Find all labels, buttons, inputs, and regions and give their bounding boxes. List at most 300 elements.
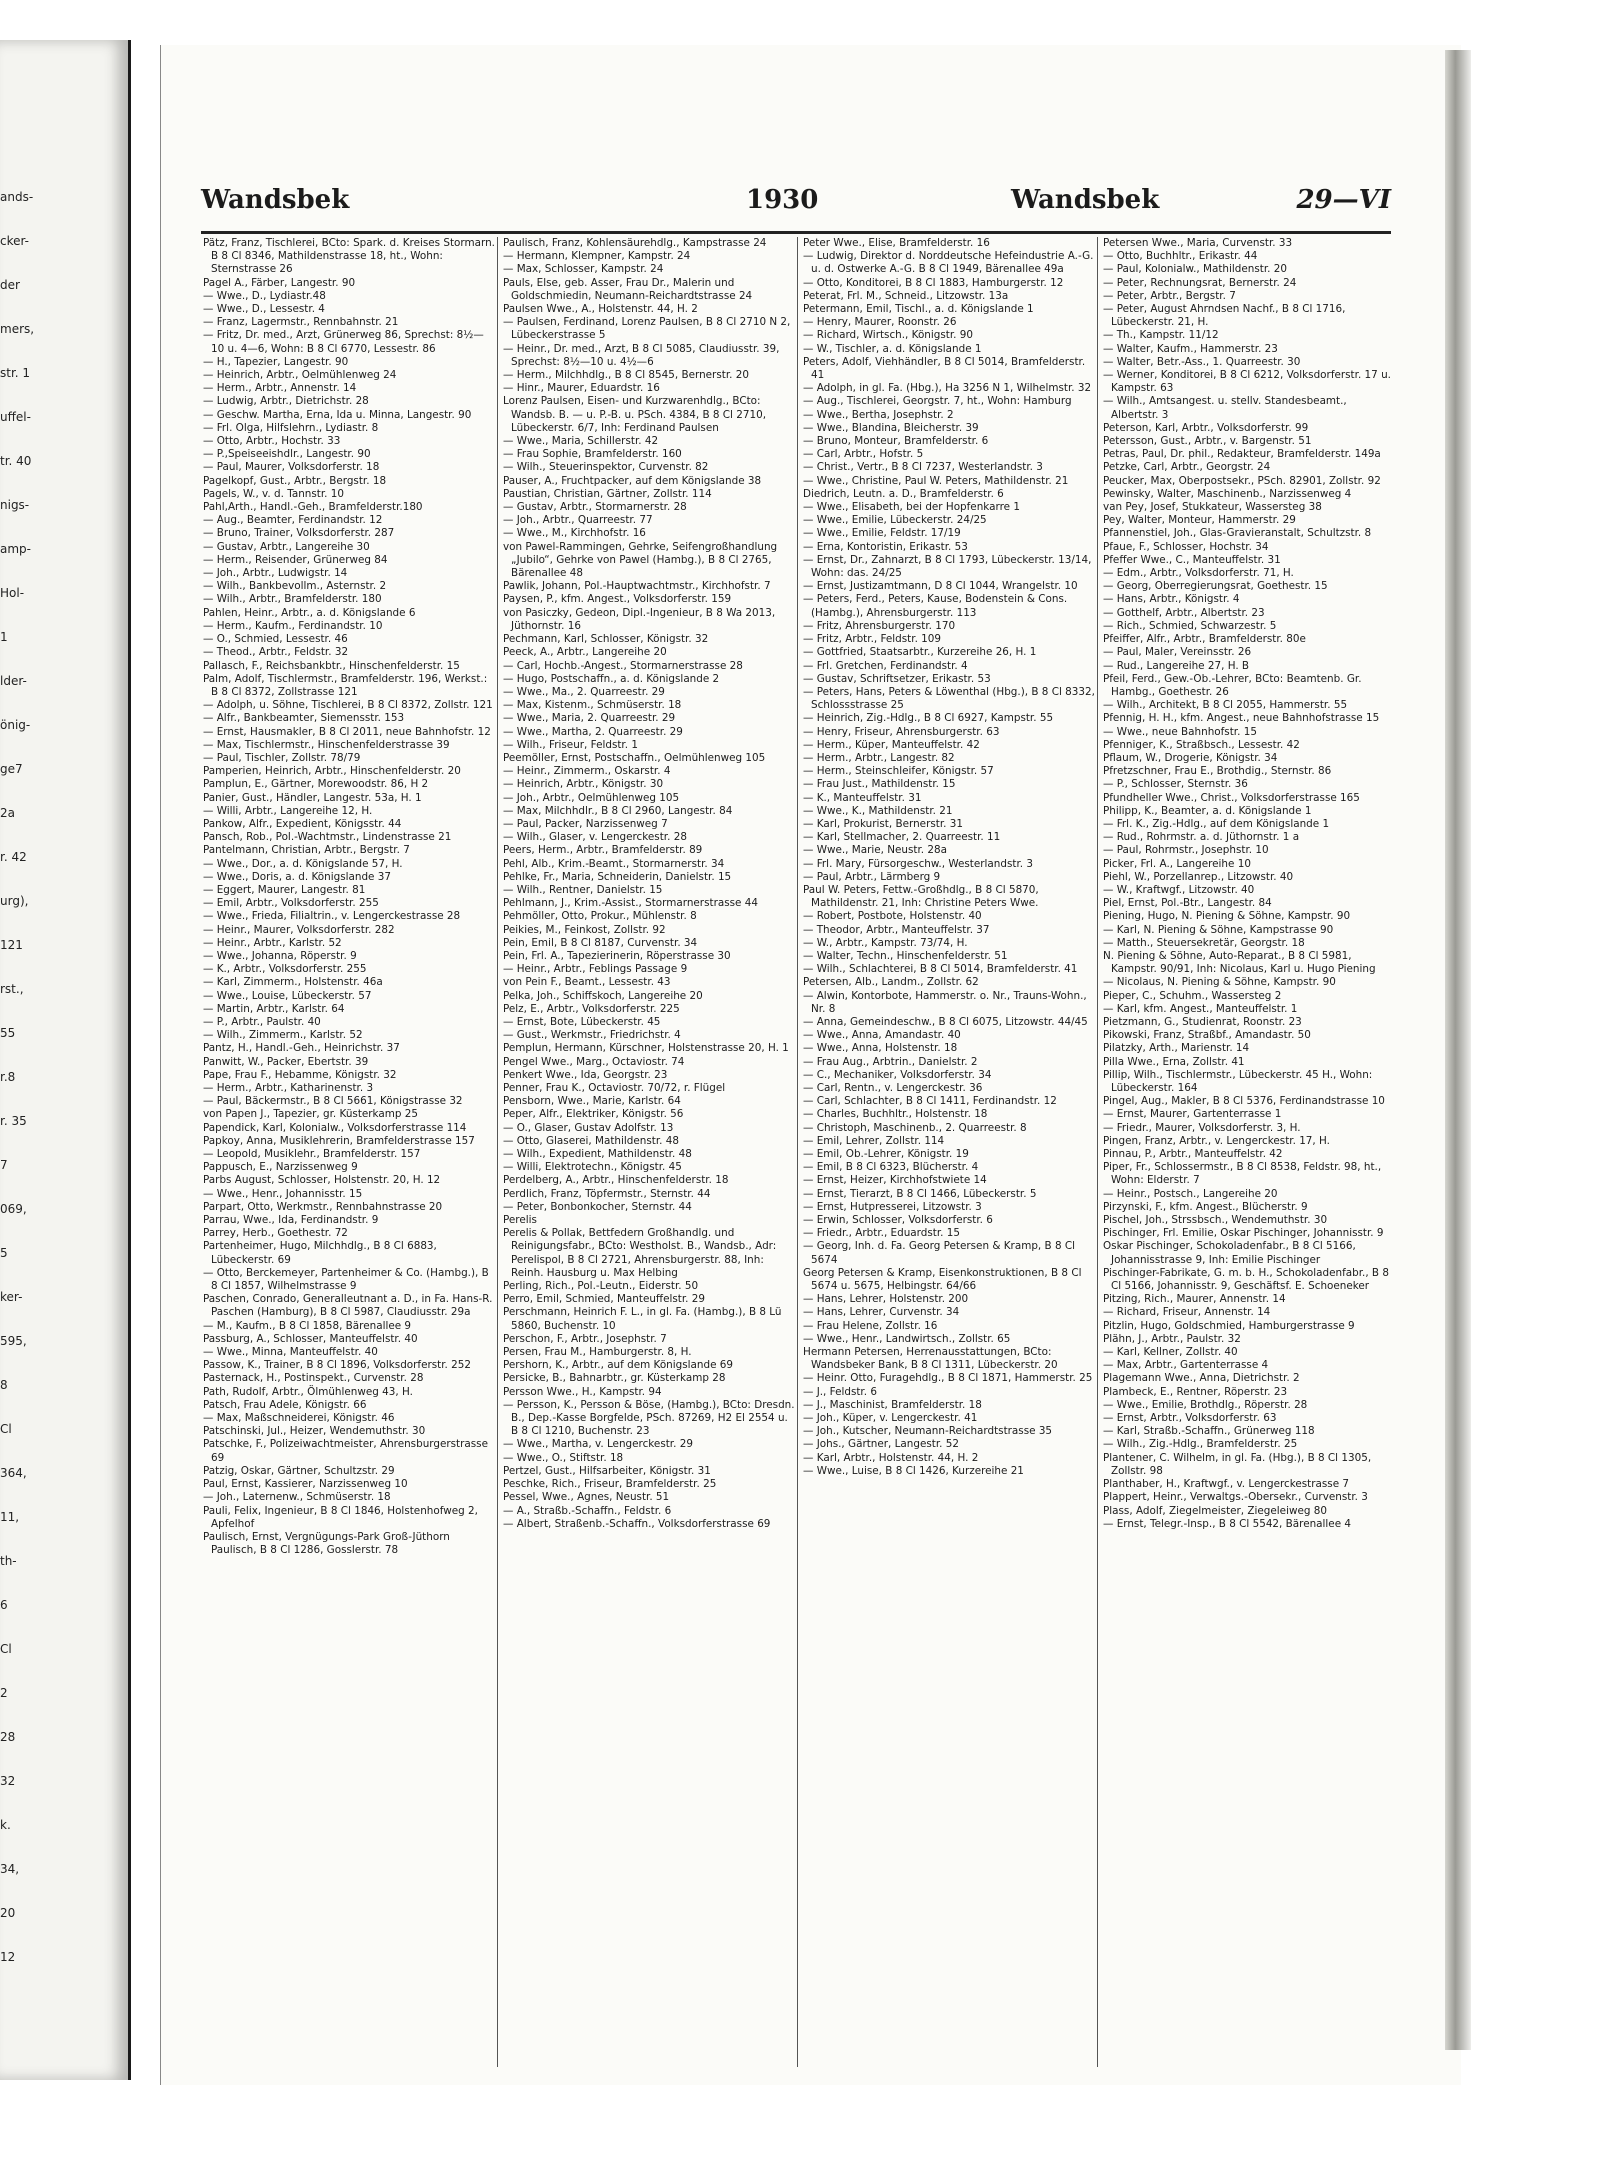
directory-entry: — Paul, Rohrmstr., Josephstr. 10 (1103, 844, 1269, 857)
directory-entry: — Ernst, Arbtr., Volksdorferstr. 63 (1103, 1412, 1277, 1425)
directory-entry: — Wilh., Steuerinspektor, Curvenstr. 82 (503, 461, 709, 474)
directory-entry: — Wwe., Henr., Landwirtsch., Zollstr. 65 (803, 1332, 1011, 1345)
directory-entry: Pitzing, Rich., Maurer, Annenstr. 14 (1103, 1293, 1286, 1306)
directory-entry: Petersen Wwe., Maria, Curvenstr. 33 (1103, 237, 1293, 249)
gutter-text-fragment: 364, (0, 1466, 27, 1480)
directory-entry: — Heinr., Zimmerm., Oskarstr. 4 (503, 765, 671, 778)
directory-entry: — Theod., Arbtr., Feldstr. 32 (203, 646, 349, 659)
directory-entry: Planthaber, H., Kraftwgf., v. Lengerckestrasse 7 (1103, 1478, 1350, 1491)
directory-entry: — Frau Helene, Zollstr. 16 (803, 1319, 938, 1332)
directory-entry: — Otto, Arbtr., Hochstr. 33 (203, 435, 341, 448)
directory-entry: Pelz, E., Arbtr., Volksdorferstr. 225 (503, 1002, 680, 1015)
directory-entry: — Henry, Friseur, Ahrensburgerstr. 63 (803, 725, 1000, 738)
directory-column-4 (1103, 237, 1395, 2067)
directory-entry: — Persson, K., Persson & Böse, (Hambg.), BCto: Dresdn. B., Dep.-Kasse Borgfelde, PSch. 87269, H2 El 2554 u. B 8 Cl 1210, Buchenstr. 23 (503, 1398, 795, 1438)
left-page-gutter (0, 40, 131, 2080)
directory-entry: Perelis & Pollak, Bettfedern Großhandlg. und Reinigungsfabr., BCto: Westholst. B., Wandsb., Adr: Perelispol, B 8 Cl 2721, Ahrensburgerstr. 88, Inh: Reinh. Hausburg u. Max Helbing (503, 1227, 777, 1279)
directory-entry: Georg Petersen & Kramp, Eisenkonstruktionen, B 8 Cl 5674 u. 5675, Helbingstr. 64/66 (803, 1266, 1082, 1293)
directory-entry: — Ernst, Bote, Lübeckerstr. 45 (503, 1015, 661, 1028)
directory-entry: Peucker, Max, Oberpostsekr., PSch. 82901, Zollstr. 92 (1103, 474, 1381, 487)
directory-entry: Philipp, K., Beamter, a. d. Königslande 1 (1103, 804, 1312, 817)
directory-entry: — Wwe., M., Kirchhofstr. 16 (503, 527, 646, 540)
directory-entry: — Herm., Küper, Manteuffelstr. 42 (803, 738, 980, 751)
directory-entry: Pikowski, Franz, Straßbf., Amandastr. 50 (1103, 1029, 1311, 1042)
directory-entry: — Frl. K., Zig.-Hdlg., auf dem Königslande 1 (1103, 817, 1330, 830)
directory-entry: — Joh., Arbtr., Oelmühlenweg 105 (503, 791, 680, 804)
directory-entry: — Wwe., K., Mathildenstr. 21 (803, 804, 953, 817)
column-divider (797, 237, 798, 2067)
directory-entry: — Wilh., Friseur, Feldstr. 1 (503, 738, 638, 751)
directory-entry: Pischinger, Frl. Emilie, Oskar Pischinger, Johannisstr. 9 (1103, 1227, 1384, 1240)
directory-entry: — Friedr., Maurer, Volksdorferstr. 3, H. (1103, 1121, 1301, 1134)
directory-entry: Pfeil, Ferd., Gew.-Ob.-Lehrer, BCto: Beamtenb. Gr. Hambg., Goethestr. 26 (1103, 672, 1362, 698)
directory-entry: Pfeiffer, Alfr., Arbtr., Bramfelderstr. 80e (1103, 633, 1306, 646)
directory-entry: — Paul, Bäckermstr., B 8 Cl 5661, Königstrasse 32 (203, 1095, 463, 1108)
directory-entry: — Max, Maßschneiderei, Königstr. 46 (203, 1412, 395, 1425)
directory-entry: — Wwe., D., Lydiastr.48 (203, 289, 326, 302)
directory-entry: — Wilh., Amtsangest. u. stellv. Standesbeamt., Albertstr. 3 (1103, 395, 1347, 421)
directory-entry: Parpart, Otto, Werkmstr., Rennbahnstrasse 20 (203, 1200, 443, 1213)
directory-entry: Papkoy, Anna, Musiklehrerin, Bramfelderstrasse 157 (203, 1134, 475, 1147)
directory-entry: Pey, Walter, Monteur, Hammerstr. 29 (1103, 514, 1296, 527)
directory-entry: Paul W. Peters, Fettw.-Großhdlg., B 8 Cl 5870, Mathildenstr. 21, Inh: Christine Peters Wwe. (803, 883, 1039, 910)
directory-entry: — Gustav, Arbtr., Stormarnerstr. 28 (503, 501, 687, 514)
directory-entry: Pieper, C., Schuhm., Wassersteg 2 (1103, 989, 1282, 1002)
directory-entry: — Martin, Arbtr., Karlstr. 64 (203, 1002, 345, 1015)
directory-entry: — Joh., Arbtr., Ludwigstr. 14 (203, 567, 348, 580)
directory-entry: — W., Tischler, a. d. Königslande 1 (803, 342, 982, 355)
directory-entry: — Heinr., Arbtr., Karlstr. 52 (203, 936, 342, 949)
directory-entry: Pfeffer Wwe., C., Manteuffelstr. 31 (1103, 553, 1281, 566)
directory-entry: — Willi, Elektrotechn., Königstr. 45 (503, 1161, 682, 1174)
directory-entry: — Wwe., Anna, Amandastr. 40 (803, 1029, 961, 1042)
directory-entry: Pagels, W., v. d. Tannstr. 10 (203, 487, 344, 500)
directory-entry: — H., Tapezier, Langestr. 90 (203, 355, 349, 368)
directory-entry: — Adolph, in gl. Fa. (Hbg.), Ha 3256 N 1, Wilhelmstr. 32 (803, 382, 1092, 395)
directory-entry: — Werner, Konditorei, B 8 Cl 6212, Volksdorferstr. 17 u. Kampstr. 63 (1103, 369, 1391, 395)
directory-entry: Parrey, Herb., Goethestr. 72 (203, 1227, 348, 1240)
directory-entry: — Carl, Schlachter, B 8 Cl 1411, Ferdinandstr. 12 (803, 1095, 1057, 1108)
directory-entry: Pechmann, Karl, Schlosser, Königstr. 32 (503, 633, 709, 646)
directory-entry: — Wilh., Architekt, B 8 Cl 2055, Hammerstr. 55 (1103, 699, 1348, 712)
header-page-number: 29—VI (1296, 185, 1391, 215)
directory-entry: — Frl. Gretchen, Ferdinandstr. 4 (803, 659, 968, 672)
directory-entry: — C., Mechaniker, Volksdorferstr. 34 (803, 1068, 992, 1081)
directory-entry: — Joh., Kutscher, Neumann-Reichardtstrasse 35 (803, 1425, 1053, 1438)
gutter-text-fragment: mers, (0, 322, 35, 336)
directory-entry: — Heinr., Postsch., Langereihe 20 (1103, 1187, 1278, 1200)
gutter-text-fragment: 595, (0, 1334, 27, 1348)
directory-entry: — O., Schmied, Lessestr. 46 (203, 633, 348, 646)
directory-entry: Pahl,Arth., Handl.-Geh., Bramfelderstr.180 (203, 501, 423, 514)
gutter-text-fragment: ker- (0, 1290, 23, 1304)
gutter-text-fragment: 34, (0, 1862, 20, 1876)
directory-entry: — Wilh., Bankbevollm., Asternstr. 2 (203, 580, 387, 593)
directory-entry: — Wwe., Blandina, Bleicherstr. 39 (803, 421, 979, 434)
directory-entry: — Ernst, Hutpresserei, Litzowstr. 3 (803, 1200, 982, 1213)
directory-entry: — Wwe., Maria, 2. Quarreestr. 29 (503, 712, 676, 725)
directory-entry: — Richard, Friseur, Annenstr. 14 (1103, 1306, 1271, 1319)
gutter-text-fragment: 7 (0, 1158, 8, 1172)
directory-entry: von Pein F., Beamt., Lessestr. 43 (503, 976, 671, 989)
directory-entry: — Paul, Tischler, Zollstr. 78/79 (203, 751, 361, 764)
directory-entry: — Eggert, Maurer, Langestr. 81 (203, 883, 366, 896)
gutter-text-fragment: Cl (0, 1642, 12, 1656)
directory-entry: — Wwe., D., Lessestr. 4 (203, 303, 325, 316)
gutter-text-fragment: önig- (0, 718, 31, 732)
directory-entry: Pankow, Alfr., Expedient, Königsstr. 44 (203, 817, 402, 830)
directory-entry: Peeck, A., Arbtr., Langereihe 20 (503, 646, 667, 659)
directory-entry: Patsch, Frau Adele, Königstr. 66 (203, 1398, 367, 1411)
directory-entry: — Wilh., Rentner, Danielstr. 15 (503, 883, 663, 896)
directory-entry: — Ludwig, Arbtr., Dietrichstr. 28 (203, 395, 369, 408)
directory-entry: Peter Wwe., Elise, Bramfelderstr. 16 (803, 237, 990, 249)
directory-entry: Pershorn, K., Arbtr., auf dem Königslande 69 (503, 1359, 734, 1372)
directory-entry: Penner, Frau K., Octaviostr. 70/72, r. Flügel (503, 1082, 726, 1094)
directory-entry: — Bruno, Trainer, Volksdorferstr. 287 (203, 527, 395, 540)
gutter-text-fragment: 5 (0, 1246, 8, 1260)
directory-entry: Passow, K., Trainer, B 8 Cl 1896, Volksdorferstr. 252 (203, 1359, 471, 1372)
directory-entry: Plähn, J., Arbtr., Paulstr. 32 (1103, 1332, 1241, 1345)
directory-entry: — Ernst, Heizer, Kirchhofstwiete 14 (803, 1174, 987, 1187)
directory-entry: Pappusch, E., Narzissenweg 9 (203, 1161, 358, 1174)
directory-entry: Pansch, Rob., Pol.-Wachtmstr., Lindenstrasse 21 (203, 831, 452, 844)
column-divider (497, 237, 498, 2067)
gutter-text-fragment: amp- (0, 542, 31, 556)
directory-entry: — Henry, Maurer, Roonstr. 26 (803, 316, 957, 329)
directory-entry: Pasternack, H., Postinspekt., Curvenstr. 28 (203, 1372, 424, 1385)
directory-entry: — Karl, Kellner, Zollstr. 40 (1103, 1346, 1238, 1359)
directory-entry: Pirzynski, F., kfm. Angest., Blücherstr. 9 (1103, 1200, 1308, 1213)
directory-entry: Pauls, Else, geb. Asser, Frau Dr., Malerin und Goldschmiedin, Neumann-Reichardtstrasse 24 (503, 276, 753, 302)
directory-entry: — Gotthelf, Arbtr., Albertstr. 23 (1103, 606, 1265, 619)
directory-entry: — Herm., Steinschleifer, Königstr. 57 (803, 765, 994, 778)
directory-entry: — Ernst, Maurer, Gartenterrasse 1 (1103, 1108, 1282, 1121)
directory-entry: Pamplun, E., Gärtner, Morewoodstr. 86, H 2 (203, 778, 429, 791)
directory-entry: — Karl, Straßb.-Schaffn., Grünerweg 118 (1103, 1425, 1315, 1438)
directory-entry: — Franz, Lagermstr., Rennbahnstr. 21 (203, 316, 399, 329)
directory-entry: Panier, Gust., Händler, Langestr. 53a, H. 1 (203, 791, 422, 804)
directory-entry: Pehlke, Fr., Maria, Schneiderin, Danielstr. 15 (503, 870, 732, 883)
directory-entry: — Geschw. Martha, Erna, Ida u. Minna, Langestr. 90 (203, 408, 472, 421)
gutter-text-fragment: der (0, 278, 20, 292)
gutter-text-fragment: Hol- (0, 586, 25, 600)
directory-entry: Pitzlin, Hugo, Goldschmied, Hamburgerstrasse 9 (1103, 1319, 1355, 1332)
directory-entry: Peers, Herm., Arbtr., Bramfelderstr. 89 (503, 844, 703, 857)
directory-entry: — Karl, Arbtr., Holstenstr. 44, H. 2 (803, 1451, 979, 1464)
directory-entry: — Heinr., Arbtr., Feblings Passage 9 (503, 963, 688, 976)
directory-entry: — Joh., Arbtr., Quarreestr. 77 (503, 514, 653, 527)
directory-entry: Plappert, Heinr., Verwaltgs.-Obersekr., Curvenstr. 3 (1103, 1491, 1368, 1504)
header-rule (201, 231, 1391, 234)
directory-column-3 (803, 237, 1095, 2067)
directory-entry: Perschon, F., Arbtr., Josephstr. 7 (503, 1332, 667, 1345)
directory-entry: Paulsen Wwe., A., Holstenstr. 44, H. 2 (503, 303, 698, 316)
directory-entry: van Pey, Josef, Stukkateur, Wassersteg 38 (1103, 501, 1322, 514)
directory-entry: Patschke, F., Polizeiwachtmeister, Ahrensburgerstrasse 69 (203, 1438, 488, 1464)
directory-entry: Peterat, Frl. M., Schneid., Litzowstr. 13a (803, 289, 1009, 302)
directory-entry: Piel, Ernst, Pol.-Btr., Langestr. 84 (1103, 897, 1272, 910)
directory-entry: — Peters, Ferd., Peters, Kause, Bodenstein & Cons. (Hambg.), Ahrensburgerstr. 113 (803, 593, 1068, 619)
directory-entry: — O., Glaser, Gustav Adolfstr. 13 (503, 1121, 674, 1134)
directory-entry: Paschen, Conrado, Generalleutnant a. D., in Fa. Hans-R. Paschen (Hamburg), B 8 Cl 5987, Claudiusstr. 29a (203, 1293, 493, 1319)
directory-entry: — Nicolaus, N. Piening & Söhne, Kampstr. 90 (1103, 976, 1336, 989)
directory-entry: — Wwe., Martha, v. Lengerckestr. 29 (503, 1438, 693, 1451)
directory-entry: — Ernst, Tierarzt, B 8 Cl 1466, Lübeckerstr. 5 (803, 1187, 1037, 1200)
directory-entry: — Wilh., Zimmerm., Karlstr. 52 (203, 1029, 363, 1042)
directory-entry: Perdelberg, A., Arbtr., Hinschenfelderstr. 18 (503, 1174, 729, 1187)
directory-entry: — Otto, Berckemeyer, Partenheimer & Co. (Hambg.), B 8 Cl 1857, Wilhelmstrasse 9 (203, 1266, 489, 1293)
directory-entry: Peters, Adolf, Viehhändler, B 8 Cl 5014, Bramfelderstr. 41 (803, 355, 1086, 382)
directory-entry: — Karl, N. Piening & Söhne, Kampstrasse 90 (1103, 923, 1334, 936)
directory-entry: — Heinr., Dr. med., Arzt, B 8 Cl 5085, Claudiusstr. 39, Sprechst: 8½—10 u. 4½—6 (503, 342, 780, 368)
directory-entry: — Fritz, Dr. med., Arzt, Grünerweg 86, Sprechst: 8½—10 u. 4—6, Wohn: B 8 Cl 6770, Lessestr. 86 (203, 329, 484, 355)
directory-entry: — Paulsen, Ferdinand, Lorenz Paulsen, B 8 Cl 2710 N 2, Lübeckerstrasse 5 (503, 316, 791, 342)
page-edge (1445, 50, 1471, 2050)
directory-entry: — Ernst, Justizamtmann, D 8 Cl 1044, Wrangelstr. 10 (803, 580, 1078, 593)
directory-entry: Paulisch, Ernst, Vergnügungs-Park Groß-Jüthorn Paulisch, B 8 Cl 1286, Gosslerstr. 78 (203, 1530, 450, 1557)
directory-column-1 (203, 237, 495, 2067)
directory-entry: — Christ., Vertr., B 8 Cl 7237, Westerlandstr. 3 (803, 461, 1043, 474)
directory-entry: — Paul, Packer, Narzissenweg 7 (503, 817, 668, 830)
directory-entry: Paustian, Christian, Gärtner, Zollstr. 114 (503, 487, 712, 500)
gutter-text-fragment: str. 1 (0, 366, 31, 380)
directory-entry: — Frl. Olga, Hilfslehrn., Lydiastr. 8 (203, 421, 379, 434)
directory-entry: — Hinr., Maurer, Eduardstr. 16 (503, 382, 660, 395)
directory-entry: Lorenz Paulsen, Eisen- und Kurzwarenhdlg., BCto: Wandsb. B. — u. P.-B. u. PSch. 4384, B 8 Cl 2710, Lübeckerstr. 6/7, Inh: Ferdinand Paulsen (503, 395, 766, 434)
directory-entry: — M., Kaufm., B 8 Cl 1858, Bärenallee 9 (203, 1319, 412, 1332)
directory-entry: — Th., Kampstr. 11/12 (1103, 329, 1219, 342)
directory-entry: — Frau Aug., Arbtrin., Danielstr. 2 (803, 1055, 978, 1068)
directory-entry: — Alwin, Kontorbote, Hammerstr. o. Nr., Trauns-Wohn., Nr. 8 (803, 989, 1087, 1015)
gutter-text-fragment: 2 (0, 1686, 8, 1700)
gutter-text-fragment: 1 (0, 630, 8, 644)
directory-entry: Plantener, C. Wilhelm, in gl. Fa. (Hbg.), B 8 Cl 1305, Zollstr. 98 (1103, 1451, 1372, 1477)
directory-entry: — Ludwig, Direktor d. Norddeutsche Hefeindustrie A.-G. u. d. Ostwerke A.-G. B 8 Cl 1949, Bärenallee 49a (803, 250, 1094, 276)
directory-entry: — Herm., Arbtr., Langestr. 82 (803, 751, 955, 764)
directory-entry: — Paul, Kolonialw., Mathildenstr. 20 (1103, 263, 1287, 276)
directory-entry: — Hans, Arbtr., Königstr. 4 (1103, 593, 1240, 606)
gutter-text-fragment: 8 (0, 1378, 8, 1392)
directory-entry: Pessel, Wwe., Agnes, Neustr. 51 (503, 1491, 670, 1504)
directory-entry: Pilatzky, Arth., Marienstr. 14 (1103, 1042, 1250, 1055)
directory-entry: — Rud., Rohrmstr. a. d. Jüthornstr. 1 a (1103, 831, 1300, 844)
directory-entry: — Theodor, Arbtr., Manteuffelstr. 37 (803, 923, 990, 936)
directory-entry: — K., Manteuffelstr. 31 (803, 791, 922, 804)
directory-entry: — Frau Just., Mathildenstr. 15 (803, 778, 956, 791)
directory-entry: — Wwe., Anna, Holstenstr. 18 (803, 1042, 958, 1055)
directory-entry: — Emil, Arbtr., Volksdorferstr. 255 (203, 897, 379, 910)
directory-entry: — Herm., Milchhdlg., B 8 Cl 8545, Bernerstr. 20 (503, 369, 749, 382)
directory-entry: — Anna, Gemeindeschw., B 8 Cl 6075, Litzowstr. 44/45 (803, 1015, 1088, 1028)
directory-entry: Pischinger-Fabrikate, G. m. b. H., Schokoladenfabr., B 8 Cl 5166, Johannisstr. 9, Geschäftsf. E. Schoeneker (1103, 1266, 1389, 1293)
directory-entry: — Heinrich, Arbtr., Oelmühlenweg 24 (203, 369, 397, 382)
directory-entry: Plambeck, E., Rentner, Röperstr. 23 (1103, 1385, 1288, 1398)
directory-entry: — Emil, B 8 Cl 6323, Blücherstr. 4 (803, 1161, 979, 1174)
directory-entry: — Aug., Beamter, Ferdinandstr. 12 (203, 514, 383, 527)
directory-entry: — A., Straßb.-Schaffn., Feldstr. 6 (503, 1504, 672, 1517)
directory-entry: Persicke, B., Bahnarbtr., gr. Küsterkamp 28 (503, 1372, 726, 1385)
directory-entry: Perelis (503, 1214, 537, 1227)
directory-entry: Pein, Frl. A., Tapezierinerin, Röperstrasse 30 (503, 949, 731, 962)
directory-entry: Pelka, Joh., Schiffskoch, Langereihe 20 (503, 989, 703, 1002)
directory-entry: — Wwe., Doris, a. d. Königslande 37 (203, 870, 391, 883)
gutter-text-fragment: Cl (0, 1422, 12, 1436)
gutter-text-fragment: 28 (0, 1730, 16, 1744)
directory-entry: Petersson, Gust., Arbtr., v. Bargenstr. 51 (1103, 435, 1312, 448)
directory-entry: — Hans, Lehrer, Holstenstr. 200 (803, 1293, 969, 1306)
directory-entry: — Matth., Steuersekretär, Georgstr. 18 (1103, 936, 1305, 949)
directory-entry: — Leopold, Musiklehr., Bramfelderstr. 157 (203, 1148, 421, 1161)
directory-entry: Pagelkopf, Gust., Arbtr., Bergstr. 18 (203, 474, 387, 487)
directory-entry: — Fritz, Ahrensburgerstr. 170 (803, 619, 956, 632)
gutter-text-fragment: 11, (0, 1510, 20, 1524)
directory-entry: Partenheimer, Hugo, Milchhdlg., B 8 Cl 6883, Lübeckerstr. 69 (203, 1240, 437, 1266)
directory-entry: Pantelmann, Christian, Arbtr., Bergstr. 7 (203, 844, 410, 857)
directory-entry: — Alfr., Bankbeamter, Siemensstr. 153 (203, 712, 405, 725)
directory-entry: Perdlich, Franz, Töpfermstr., Sternstr. 44 (503, 1187, 711, 1200)
directory-entry: — Ernst, Telegr.-Insp., B 8 Cl 5542, Bärenallee 4 (1103, 1517, 1352, 1530)
directory-entry: — Max, Milchhdlr., B 8 Cl 2960, Langestr. 84 (503, 804, 733, 817)
directory-entry: — J., Maschinist, Bramfelderstr. 18 (803, 1398, 982, 1411)
directory-entry: Pfretzschner, Frau E., Brothdig., Sternstr. 86 (1103, 765, 1332, 778)
header-town-right: Wandsbek (1011, 185, 1160, 215)
directory-entry: — Wilh., Glaser, v. Lengerckestr. 28 (503, 831, 687, 844)
directory-entry: Oskar Pischinger, Schokoladenfabr., B 8 Cl 5166, Johannisstrasse 9, Inh: Emilie Pischinger (1103, 1240, 1356, 1266)
directory-entry: Plagemann Wwe., Anna, Dietrichstr. 2 (1103, 1372, 1300, 1385)
directory-entry: — Max, Kistenm., Schmüserstr. 18 (503, 699, 682, 712)
gutter-text-fragment: th- (0, 1554, 17, 1568)
directory-entry: Pawlik, Johann, Pol.-Hauptwachtmstr., Kirchhofstr. 7 (503, 580, 771, 593)
directory-entry: Pehmöller, Otto, Prokur., Mühlenstr. 8 (503, 910, 697, 923)
directory-entry: — Paul, Maurer, Volksdorferstr. 18 (203, 461, 380, 474)
directory-entry: — Wwe., Maria, Schillerstr. 42 (503, 435, 659, 448)
directory-entry: Piening, Hugo, N. Piening & Söhne, Kampstr. 90 (1103, 910, 1351, 923)
directory-entry: Pillip, Wilh., Tischlermstr., Lübeckerstr. 45 H., Wohn: Lübeckerstr. 164 (1103, 1068, 1373, 1094)
directory-entry: Piper, Fr., Schlossermstr., B 8 Cl 8538, Feldstr. 98, ht., Wohn: Elderstr. 7 (1103, 1161, 1382, 1187)
directory-entry: — Wwe., Emilie, Brothdlg., Röperstr. 28 (1103, 1398, 1308, 1411)
directory-entry: — Wwe., Marie, Neustr. 28a (803, 844, 948, 857)
directory-entry: Peterson, Karl, Arbtr., Volksdorferstr. 99 (1103, 421, 1309, 434)
directory-entry: — Gustav, Arbtr., Langereihe 30 (203, 540, 370, 553)
directory-entry: von Pasiczky, Gedeon, Dipl.-Ingenieur, B 8 Wa 2013, Jüthornstr. 16 (503, 606, 776, 632)
directory-entry: — Otto, Konditorei, B 8 Cl 1883, Hamburgerstr. 12 (803, 276, 1064, 289)
directory-entry: — Wwe., Henr., Johannisstr. 15 (203, 1187, 363, 1200)
gutter-text-fragment: ands- (0, 190, 34, 204)
directory-entry: Pamperien, Heinrich, Arbtr., Hinschenfelderstr. 20 (203, 765, 461, 778)
directory-entry: — J., Feldstr. 6 (803, 1385, 877, 1398)
directory-entry: — Peter, August Ahrndsen Nachf., B 8 Cl 1716, Lübeckerstr. 21, H. (1103, 303, 1346, 329)
directory-entry: — Wilh., Arbtr., Bramfelderstr. 180 (203, 593, 382, 606)
directory-entry: — Walter, Techn., Hinschenfelderstr. 51 (803, 949, 1008, 962)
gutter-text-fragment: 20 (0, 1906, 16, 1920)
directory-entry: — Wwe., Dor., a. d. Königslande 57, H. (203, 857, 403, 870)
directory-entry: — Wwe., Christine, Paul W. Peters, Mathildenstr. 21 (803, 474, 1069, 487)
header-town-left: Wandsbek (201, 185, 350, 215)
directory-entry: Pingen, Franz, Arbtr., v. Lengerckestr. 17, H. (1103, 1134, 1330, 1147)
directory-entry: — Frl. Mary, Fürsorgeschw., Westerlandstr. 3 (803, 857, 1033, 870)
directory-entry: Piehl, W., Porzellanrep., Litzowstr. 40 (1103, 870, 1294, 883)
directory-entry: Pehlmann, J., Krim.-Assist., Stormarnerstrasse 44 (503, 897, 758, 910)
directory-entry: — Wwe., Emilie, Lübeckerstr. 24/25 (803, 514, 987, 527)
directory-entry: — Heinr., Maurer, Volksdorferstr. 282 (203, 923, 395, 936)
directory-entry: — Willi, Arbtr., Langereihe 12, H. (203, 804, 373, 817)
gutter-text-fragment: r.8 (0, 1070, 16, 1084)
directory-entry: — Aug., Tischlerei, Georgstr. 7, ht., Wohn: Hamburg (803, 395, 1072, 408)
directory-entry: — Karl, Prokurist, Bernerstr. 31 (803, 817, 963, 830)
directory-entry: N. Piening & Söhne, Auto-Reparat., B 8 Cl 5981, Kampstr. 90/91, Inh: Nicolaus, Karl u. Hugo Piening (1103, 949, 1376, 976)
directory-entry: — Peter, Arbtr., Bergstr. 7 (1103, 289, 1236, 302)
directory-entry: — P.,Speiseeishdlr., Langestr. 90 (203, 448, 371, 461)
directory-entry: — Otto, Glaserei, Mathildenstr. 48 (503, 1134, 679, 1147)
directory-entry: — Fritz, Arbtr., Feldstr. 109 (803, 633, 942, 646)
directory-entry: Pätz, Franz, Tischlerei, BCto: Spark. d. Kreises Stormarn. B 8 Cl 8346, Mathildenstrasse 18, ht., Wohn: Sternstrasse 26 (203, 237, 495, 276)
directory-entry: — Erna, Kontoristin, Erikastr. 53 (803, 540, 968, 553)
directory-column-2 (503, 237, 795, 2067)
directory-entry: Pein, Emil, B 8 Cl 8187, Curvenstr. 34 (503, 936, 698, 949)
gutter-text-fragment: cker- (0, 234, 29, 248)
directory-entry: Diedrich, Leutn. a. D., Bramfelderstr. 6 (803, 487, 1004, 500)
directory-entry: — Peters, Hans, Peters & Löwenthal (Hbg.), B 8 Cl 8332, Schlossstrasse 25 (803, 685, 1095, 712)
directory-entry: — Wilh., Schlachterei, B 8 Cl 5014, Bramfelderstr. 41 (803, 963, 1078, 976)
directory-entry: Patschinski, Jul., Heizer, Wendemuthstr. 30 (203, 1425, 426, 1438)
directory-entry: Peschke, Rich., Friseur, Bramfelderstr. 25 (503, 1478, 717, 1491)
directory-entry: — Bruno, Monteur, Bramfelderstr. 6 (803, 435, 989, 448)
directory-entry: — Rich., Schmied, Schwarzestr. 5 (1103, 619, 1277, 632)
directory-entry: Panwitt, W., Packer, Ebertstr. 39 (203, 1055, 369, 1068)
directory-entry: — Wwe., neue Bahnhofstr. 15 (1103, 725, 1257, 738)
page-header (201, 185, 1391, 225)
directory-entry: — Ernst, Dr., Zahnarzt, B 8 Cl 1793, Lübeckerstr. 13/14, Wohn: das. 24/25 (803, 553, 1092, 580)
directory-entry: — P., Arbtr., Paulstr. 40 (203, 1015, 321, 1028)
directory-entry: Perro, Emil, Schmied, Manteuffelstr. 29 (503, 1293, 705, 1306)
directory-entry: Penkert Wwe., Ida, Georgstr. 23 (503, 1068, 668, 1081)
directory-entry: Pewinsky, Walter, Maschinenb., Narzissenweg 4 (1103, 487, 1352, 500)
directory-entry: — Georg, Inh. d. Fa. Georg Petersen & Kramp, B 8 Cl 5674 (803, 1240, 1076, 1266)
directory-entry: Parbs August, Schlosser, Holstenstr. 20, H. 12 (203, 1174, 441, 1187)
directory-entry: — Joh., Laternenw., Schmüserstr. 18 (203, 1491, 391, 1504)
gutter-text-fragment: ge7 (0, 762, 23, 776)
directory-entry: Papendick, Karl, Kolonialw., Volksdorferstrasse 114 (203, 1121, 467, 1134)
directory-entry: — Emil, Ob.-Lehrer, Königstr. 19 (803, 1148, 969, 1161)
directory-entry: Pauser, A., Fruchtpacker, auf dem Königslande 38 (503, 474, 762, 487)
directory-entry: — Frau Sophie, Bramfelderstr. 160 (503, 448, 682, 461)
gutter-text-fragment: 2a (0, 806, 15, 820)
directory-entry: — Wwe., Frieda, Filialtrin., v. Lengerckestrasse 28 (203, 910, 461, 923)
directory-entry: — Wwe., Emilie, Feldstr. 17/19 (803, 527, 961, 540)
gutter-text-fragment: r. 35 (0, 1114, 27, 1128)
directory-entry: — Wwe., Minna, Manteuffelstr. 40 (203, 1346, 378, 1359)
directory-entry: — Herm., Reisender, Grünerweg 84 (203, 553, 388, 566)
directory-entry: — Richard, Wirtsch., Königstr. 90 (803, 329, 974, 342)
directory-entry: Pfaue, F., Schlosser, Hochstr. 34 (1103, 540, 1269, 553)
directory-entry: Peper, Alfr., Elektriker, Königstr. 56 (503, 1108, 684, 1121)
directory-entry: Hermann Petersen, Herrenausstattungen, BCto: Wandsbeker Bank, B 8 Cl 1311, Lübeckerstr. 20 (803, 1346, 1058, 1372)
directory-entry: — Edm., Arbtr., Volksdorferstr. 71, H. (1103, 567, 1294, 580)
directory-entry: — P., Schlosser, Sternstr. 36 (1103, 778, 1248, 791)
directory-entry: Pape, Frau F., Hebamme, Königstr. 32 (203, 1068, 397, 1081)
gutter-text-fragment: nigs- (0, 498, 30, 512)
directory-entry: von Pawel-Rammingen, Gehrke, Seifengroßhandlung „Jubilo“, Gehrke von Pawel (Hambg.), B 8 Cl 2765, Bärenallee 48 (503, 540, 778, 580)
directory-entry: — Friedr., Arbtr., Eduardstr. 15 (803, 1227, 960, 1240)
directory-entry: — Robert, Postbote, Holstenstr. 40 (803, 910, 982, 923)
directory-entry: Pilla Wwe., Erna, Zollstr. 41 (1103, 1055, 1245, 1068)
gutter-text-fragment: uffel- (0, 410, 31, 424)
directory-entry: — Heinr. Otto, Furagehdlg., B 8 Cl 1871, Hammerstr. 25 (803, 1372, 1093, 1385)
directory-entry: Persson Wwe., H., Kampstr. 94 (503, 1385, 662, 1398)
directory-entry: — Max, Tischlermstr., Hinschenfelderstrasse 39 (203, 738, 450, 751)
directory-entry: — Wwe., Louise, Lübeckerstr. 57 (203, 989, 372, 1002)
